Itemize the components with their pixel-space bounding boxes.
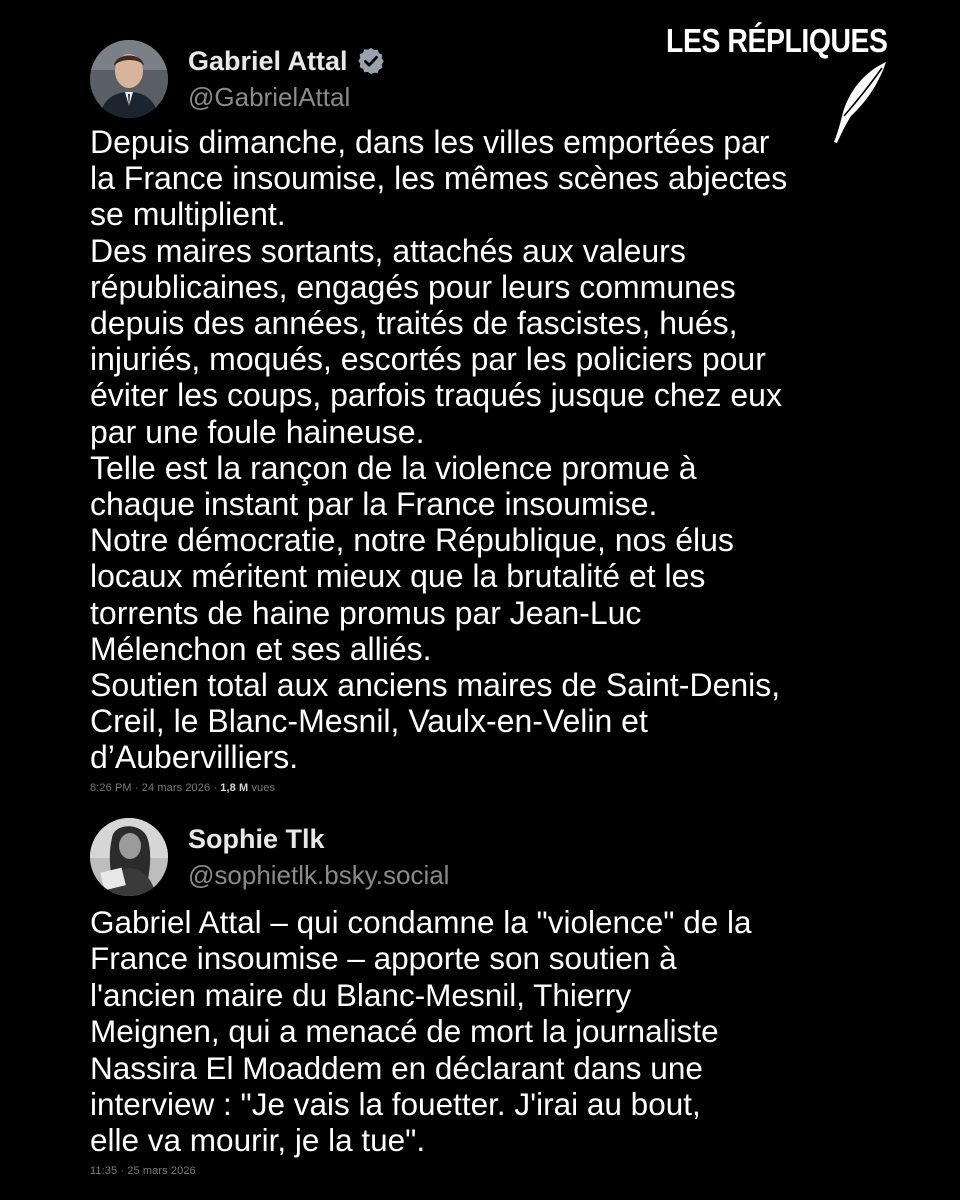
author-display-name[interactable] (188, 44, 386, 78)
brand-name: LES RÉPLIQUES (666, 22, 888, 59)
author-handle[interactable]: @sophietlk.bsky.social (188, 860, 450, 890)
author-names (188, 44, 386, 114)
tweet-text: Depuis dimanche, dans les villes emportées par la France insoumise, les mêmes scènes abjectes se multiplient. Des maires sortants, attachés aux valeurs républicaines, engagés pour leurs communes depuis des années, traités de fascistes, hués, injuriés, moqués, escortés par les policiers pour éviter les coups, parfois traqués jusque chez eux par une foule haineuse. Telle est la rançon de la violence promue à chaque instant par la France insoumise. Notre démocratie, notre République, nos élus locaux méritent mieux que la brutalité et les torrents de haine promus par Jean-Luc Mélenchon et ses alliés. Soutien total aux anciens maires de Saint-Denis, Creil, le Blanc-Mesnil, Vaulx-en-Velin et d’Aubervilliers. (90, 124, 788, 776)
avatar[interactable] (90, 818, 168, 896)
tweet-timestamp[interactable]: 11:35 · 25 mars 2026 (90, 1164, 196, 1177)
tweet-meta (90, 1165, 890, 1177)
author-handle[interactable]: @GabrielAttal (188, 82, 351, 112)
display-name-text: Sophie Tlk (188, 824, 325, 854)
avatar[interactable] (90, 40, 168, 118)
tweet-timestamp[interactable]: 8:26 PM · 24 mars 2026 · (90, 781, 221, 794)
avatar-sophie-icon (90, 818, 168, 896)
display-name-text: Gabriel Attal (188, 46, 348, 76)
author-names (188, 822, 449, 892)
tweet-sophie-tlk (90, 818, 890, 1177)
tweet-header (90, 40, 890, 118)
tweet-header (90, 818, 890, 896)
tweet-views-label: vues (248, 781, 276, 794)
avatar-gabriel-icon (90, 40, 168, 118)
tweet-meta (90, 782, 890, 794)
tweet-text: Gabriel Attal – qui condamne la "violence" de la France insoumise – apporte son soutien à l'ancien maire du Blanc-Mesnil, Thierry Meignen, qui a menacé de mort la journaliste Nassira El Moaddem en déclarant dans une interview : "Je vais la fouetter. J'irai au bout, elle va mourir, je la tue". (90, 904, 752, 1159)
verified-badge-icon (356, 46, 386, 76)
tweet-gabriel-attal (90, 40, 890, 794)
tweet-views-count: 1,8 M (220, 781, 249, 794)
author-display-name[interactable] (188, 822, 449, 856)
